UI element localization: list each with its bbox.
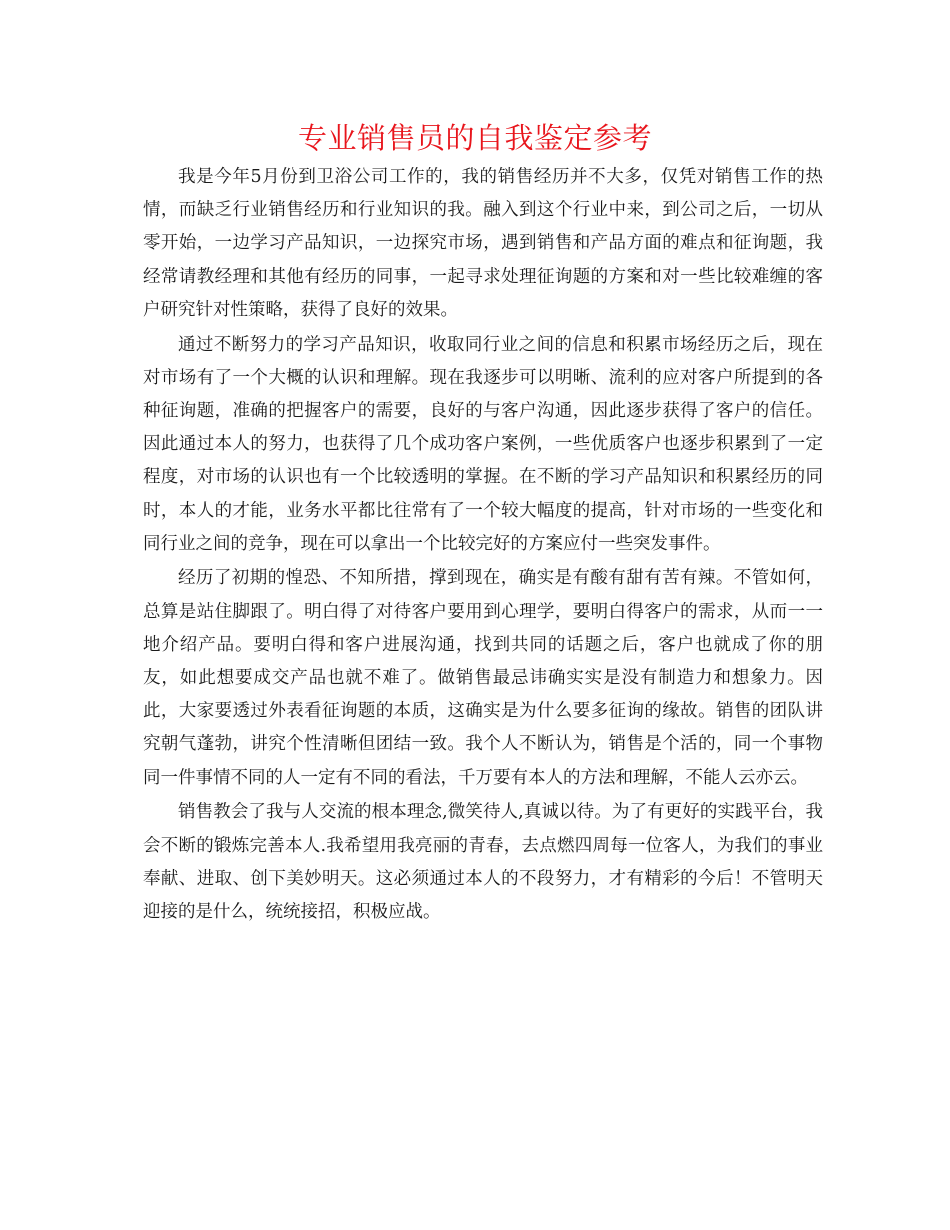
paragraph-4: 销售教会了我与人交流的根本理念,微笑待人,真诚以待。为了有更好的实践平台，我会不断的锻炼完善本人.我希望用我亮丽的青春，去点燃四周每一位客人，为我们的事业奉献、进取、创下美妙明天。这必须通过本人的不段努力，才有精彩的今后！不管明天迎接的是什么，统统接招，积极应战。: [143, 802, 823, 922]
paragraph-1: 我是今年5月份到卫浴公司工作的，我的销售经历并不大多，仅凭对销售工作的热情，而缺乏行业销售经历和行业知识的我。融入到这个行业中来，到公司之后，一切从零开始，一边学习产品知识，一边探究市场，遇到销售和产品方面的难点和征询题，我经常请教经理和其他有经历的同事，一起寻求处理征询题的方案和对一些比较难缠的客户研究针对性策略，获得了良好的效果。: [143, 167, 823, 320]
document-title: 专业销售员的自我鉴定参考: [297, 121, 652, 155]
document-body: [143, 161, 823, 931]
paragraph-2: 通过不断努力的学习产品知识，收取同行业之间的信息和积累市场经历之后，现在对市场有了一个大概的认识和理解。现在我逐步可以明晰、流利的应对客户所提到的各种征询题，准确的把握客户的需要，良好的与客户沟通，因此逐步获得了客户的信任。因此通过本人的努力，也获得了几个成功客户案例，一些优质客户也逐步积累到了一定程度，对市场的认识也有一个比较透明的掌握。在不断的学习产品知识和积累经历的同时，本人的才能，业务水平都比往常有了一个较大幅度的提高，针对市场的一些变化和同行业之间的竞争，现在可以拿出一个比较完好的方案应付一些突发事件。: [143, 334, 823, 554]
paragraph-3: 经历了初期的惶恐、不知所措，撑到现在，确实是有酸有甜有苦有辣。不管如何，总算是站住脚跟了。明白得了对待客户要用到心理学，要明白得客户的需求，从而一一地介绍产品。要明白得和客户进展沟通，找到共同的话题之后，客户也就成了你的朋友，如此想要成交产品也就不难了。做销售最忌讳确实实是没有制造力和想象力。因此，大家要透过外表看征询题的本质，这确实是为什么要多征询的缘故。销售的团队讲究朝气蓬勃，讲究个性清晰但团结一致。我个人不断认为，销售是个活的，同一个事物同一件事情不同的人一定有不同的看法，千万要有本人的方法和理解，不能人云亦云。: [143, 568, 823, 788]
